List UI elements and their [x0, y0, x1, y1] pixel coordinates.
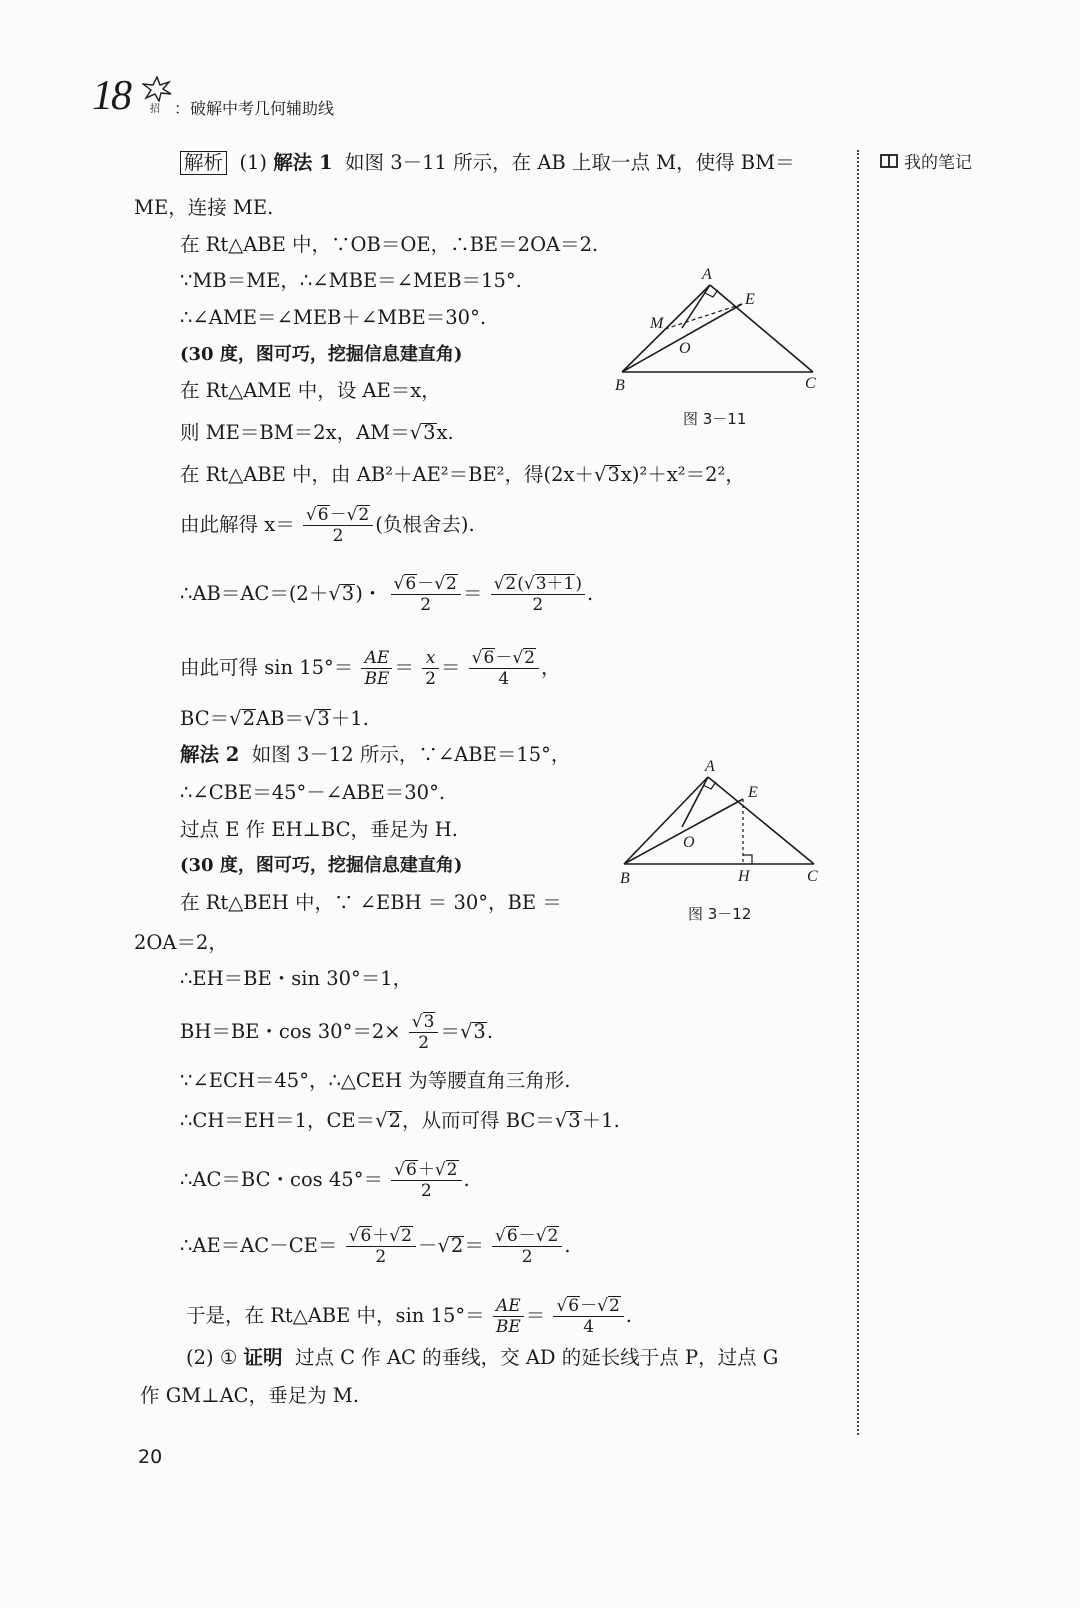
line-18: ∴EH＝BE・sin 30°＝1， [180, 967, 413, 990]
fraction: $\frac{√6-√2}{2}$ [492, 1226, 562, 1267]
line-23: ∴AE＝AC－CE＝ $\frac{√6+√2}{2}$ －√2＝ $\frac{√6-√2}{2}$ . [180, 1226, 571, 1267]
line-5: ∴∠AME＝∠MEB＋∠MBE＝30°. [180, 306, 487, 329]
figure-3-12-caption: 图 3－12 [688, 905, 752, 923]
proof-label: 证明 [243, 1346, 283, 1369]
book-icon [880, 154, 898, 168]
notes-heading [880, 148, 972, 173]
label-o: O [683, 834, 695, 851]
fraction: $\frac{√3}{2}$ [409, 1012, 439, 1053]
line-2: ME，连接 ME. [134, 196, 274, 219]
page-number: 20 [138, 1446, 163, 1468]
line-16: 在 Rt△BEH 中，∵ ∠EBH ＝ 30°，BE ＝ [180, 891, 562, 914]
fraction: $\frac{√6-√2}{4}$ [469, 648, 539, 689]
line-4: ∵MB＝ME，∴∠MBE＝∠MEB＝15°. [180, 269, 522, 292]
tip-2: (30 度，图可巧，挖掘信息建直角) [180, 855, 463, 876]
notes-label: 我的笔记 [904, 153, 972, 173]
figure-3-12 [610, 755, 840, 895]
figure-3-11-caption: 图 3－11 [683, 410, 747, 428]
line-3: 在 Rt△ABE 中，∵OB＝OE，∴BE＝2OA＝2. [180, 233, 599, 256]
fraction: $\frac{√2(√3+1)}{2}$ [491, 574, 585, 615]
line-14: ∴∠CBE＝45°－∠ABE＝30°. [180, 781, 446, 804]
figure-3-11 [606, 262, 836, 400]
line-20: ∵∠ECH＝45°，∴△CEH 为等腰直角三角形. [180, 1069, 571, 1092]
header-title: ：破解中考几何辅助线 [174, 99, 335, 118]
line-22: ∴AC＝BC・cos 45°＝ $\frac{√6+√2}{2}$ . [180, 1160, 470, 1201]
line-19: BH＝BE・cos 30°＝2× $\frac{√3}{2}$ ＝√3. [180, 1012, 494, 1053]
line-6: 在 Rt△AME 中，设 AE＝x， [180, 379, 441, 402]
label-e: E [745, 291, 755, 308]
line-7: 则 ME＝BM＝2x，AM＝√3x. [180, 421, 454, 444]
label-b: B [615, 377, 625, 394]
fraction: $\frac{√6+√2}{2}$ [346, 1226, 416, 1267]
starburst-icon [142, 76, 172, 102]
label-o: O [679, 340, 691, 357]
line-17: 2OA＝2， [134, 931, 228, 954]
header-number: 18 [92, 73, 130, 119]
fraction: $\frac{AE}{BE}$ [361, 648, 392, 689]
line-8: 在 Rt△ABE 中，由 AB²＋AE²＝BE²，得(2x＋√3x)²＋x²＝2²， [180, 463, 745, 486]
label-a: A [705, 758, 715, 775]
fraction: $\frac{√6-√2}{2}$ [303, 505, 373, 546]
line-10: ∴AB＝AC＝(2＋√3)・ $\frac{√6-√2}{2}$ ＝ $\frac{√2(√3+1)}{2}$ . [180, 574, 594, 615]
fraction: $\frac{√6+√2}{2}$ [391, 1160, 461, 1201]
tip-1: (30 度，图可巧，挖掘信息建直角) [180, 344, 463, 365]
method-1-label: 解法 1 [273, 151, 333, 174]
fraction: $\frac{√6-√2}{2}$ [391, 574, 461, 615]
method-2-label: 解法 2 [180, 743, 240, 766]
line-25: (2) ① 证明 过点 C 作 AC 的垂线，交 AD 的延长线于点 P，过点 G [186, 1346, 779, 1369]
label-b: B [620, 870, 630, 887]
line-9: 由此解得 x＝ $\frac{√6-√2}{2}$ (负根舍去). [180, 505, 475, 546]
label-c: C [807, 868, 818, 885]
line-21: ∴CH＝EH＝1，CE＝√2，从而可得 BC＝√3＋1. [180, 1109, 620, 1132]
label-e: E [748, 784, 758, 801]
fraction: $\frac{√6-√2}{4}$ [553, 1296, 623, 1337]
line-13: 解法 2 如图 3－12 所示，∵∠ABE＝15°， [180, 743, 571, 766]
analysis-tag: 解析 [180, 151, 227, 175]
fraction: $\frac{AE}{BE}$ [493, 1296, 524, 1337]
running-header [92, 73, 392, 128]
label-m: M [650, 315, 664, 332]
label-h: H [738, 868, 750, 885]
line-11: 由此可得 sin 15°＝ $\frac{AE}{BE}$ ＝ $\frac{x}{2}$ ＝ $\frac{√6-√2}{4}$ ， [180, 648, 561, 689]
line-12: BC＝√2AB＝√3＋1. [180, 707, 369, 730]
label-a: A [702, 266, 712, 283]
fraction: $\frac{x}{2}$ [422, 648, 439, 689]
label-c: C [805, 375, 816, 392]
line-15: 过点 E 作 EH⊥BC，垂足为 H. [180, 818, 458, 841]
header-unit: 招 [150, 104, 160, 115]
line-26: 作 GM⊥AC，垂足为 M. [140, 1384, 359, 1407]
notes-divider [857, 150, 859, 1435]
line-1: 解析 (1) 解法 1 如图 3－11 所示，在 AB 上取一点 M，使得 BM＝ [180, 150, 795, 176]
line-24: 于是，在 Rt△ABE 中，sin 15°＝ $\frac{AE}{BE}$ ＝ $\frac{√6-√2}{4}$ . [186, 1296, 632, 1337]
